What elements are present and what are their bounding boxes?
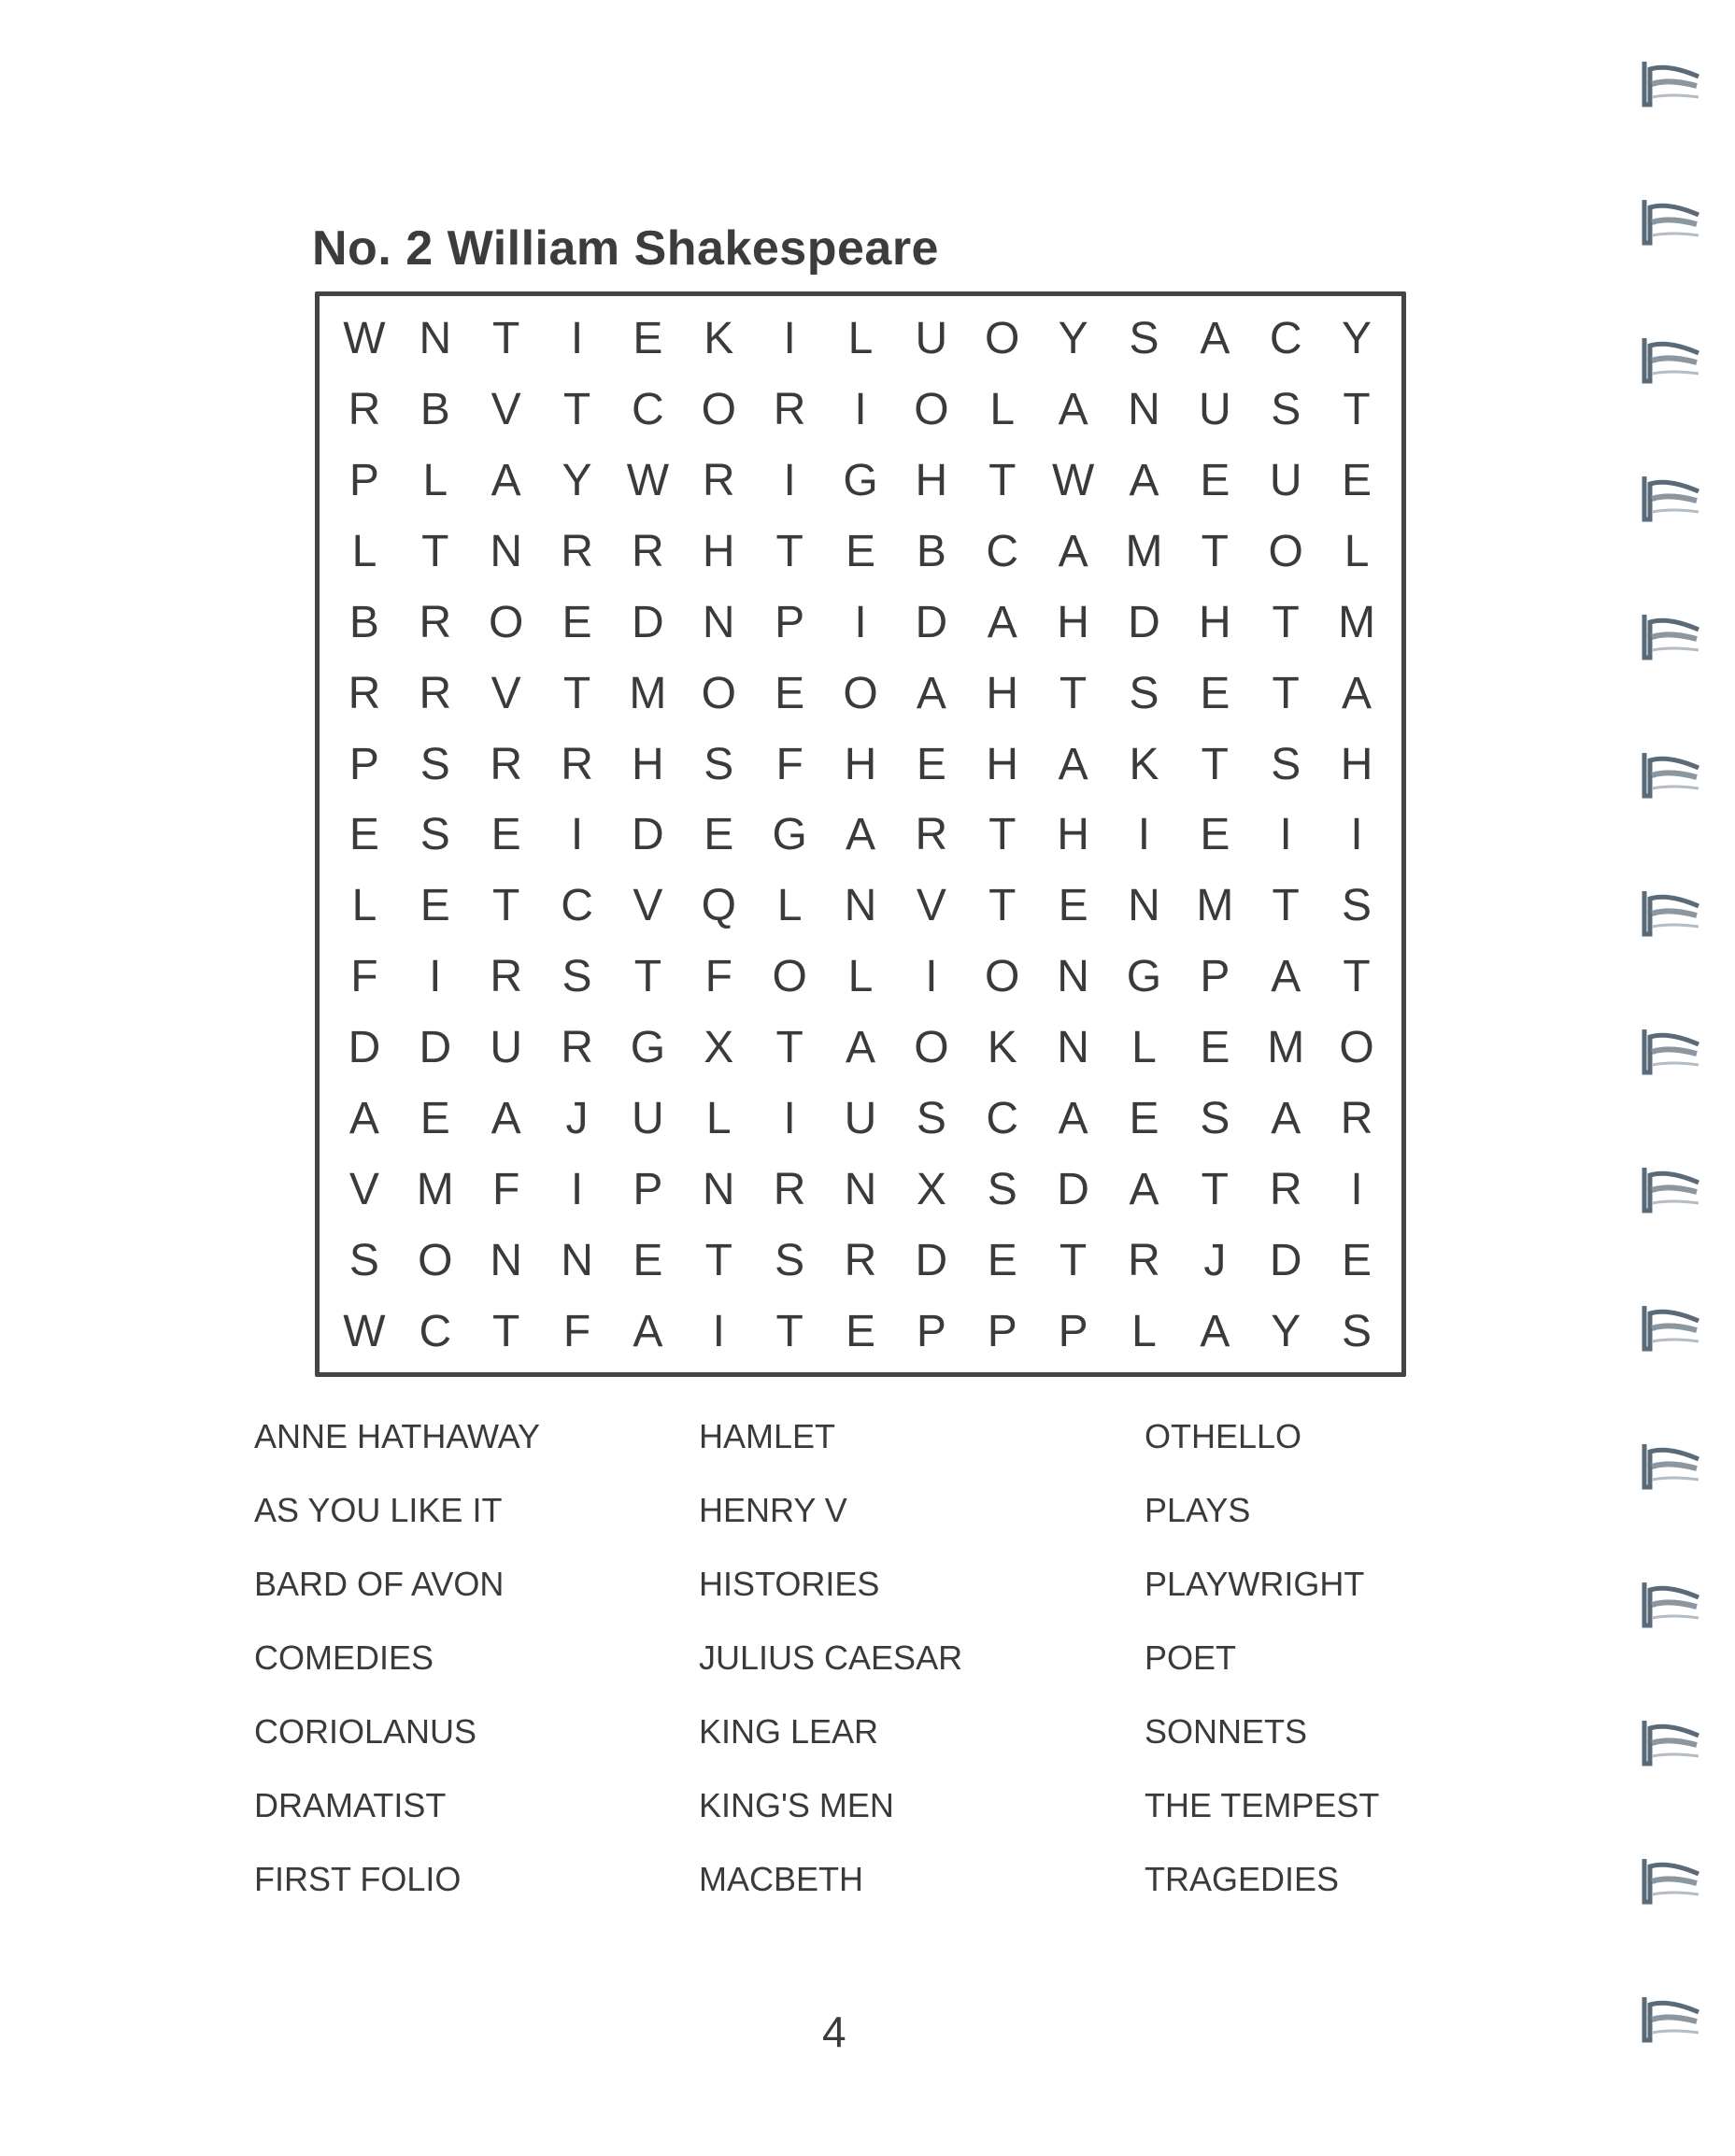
grid-letter[interactable]: E — [420, 1093, 450, 1143]
grid-letter[interactable]: U — [1198, 385, 1231, 435]
grid-letter[interactable]: X — [916, 1164, 946, 1214]
spiral-binding-ring-icon — [1641, 333, 1702, 387]
grid-letter[interactable]: D — [1269, 1235, 1302, 1285]
grid-letter[interactable]: H — [632, 739, 664, 789]
word-list-column — [699, 1411, 962, 1927]
grid-letter[interactable]: T — [704, 1235, 732, 1285]
grid-letter[interactable]: H — [844, 739, 877, 789]
grid-letter[interactable]: A — [1058, 527, 1088, 577]
grid-letter[interactable]: F — [704, 952, 732, 1002]
grid-letter[interactable]: B — [348, 597, 379, 647]
spiral-binding-ring-icon — [1641, 1853, 1702, 1908]
word-list-item: POET — [1145, 1638, 1237, 1677]
grid-letter[interactable]: S — [1342, 1306, 1372, 1356]
grid-letter[interactable]: E — [916, 739, 946, 789]
grid-letter[interactable]: I — [570, 1164, 584, 1214]
grid-letter[interactable]: N — [1057, 1023, 1089, 1073]
grid-letter[interactable]: N — [490, 527, 522, 577]
word-list-item: KING LEAR — [699, 1712, 879, 1751]
word-list-item: AS YOU LIKE IT — [254, 1491, 503, 1529]
grid-letter[interactable]: G — [1126, 952, 1162, 1002]
grid-letter[interactable]: B — [916, 527, 946, 577]
grid-letter[interactable]: P — [916, 1306, 946, 1356]
grid-letter[interactable]: T — [775, 527, 804, 577]
grid-letter[interactable]: A — [348, 1093, 379, 1143]
word-list-item: CORIOLANUS — [254, 1712, 477, 1751]
grid-letter[interactable]: D — [915, 597, 948, 647]
grid-letter[interactable]: R — [561, 1023, 593, 1073]
grid-letter[interactable]: L — [1131, 1023, 1157, 1073]
grid-letter[interactable]: E — [845, 527, 875, 577]
grid-letter[interactable]: E — [420, 881, 450, 931]
grid-letter[interactable]: T — [562, 385, 591, 435]
grid-letter[interactable]: N — [844, 1164, 877, 1214]
grid-letter[interactable]: H — [986, 739, 1019, 789]
grid-letter[interactable]: I — [925, 952, 938, 1002]
word-list-item: TRAGEDIES — [1145, 1860, 1340, 1898]
grid-letter[interactable]: W — [626, 456, 670, 506]
grid-letter[interactable]: X — [704, 1023, 734, 1073]
grid-letter[interactable]: E — [562, 597, 592, 647]
word-list-item: FIRST FOLIO — [254, 1860, 462, 1898]
grid-letter[interactable]: O — [1339, 1023, 1374, 1073]
grid-letter[interactable]: R — [1340, 1093, 1373, 1143]
grid-letter[interactable]: T — [988, 456, 1017, 506]
grid-letter[interactable]: F — [350, 952, 378, 1002]
grid-letter[interactable]: I — [783, 456, 796, 506]
grid-letter[interactable]: L — [989, 385, 1016, 435]
word-list-item: KING'S MEN — [699, 1786, 894, 1824]
grid-letter[interactable]: H — [986, 668, 1019, 718]
grid-letter[interactable]: F — [562, 1306, 591, 1356]
grid-letter[interactable]: A — [1200, 1306, 1230, 1356]
grid-letter[interactable]: D — [915, 1235, 948, 1285]
grid-letter[interactable]: E — [775, 668, 805, 718]
grid-letter[interactable]: S — [1200, 1093, 1230, 1143]
grid-letter[interactable]: J — [565, 1093, 589, 1143]
grid-letter[interactable]: O — [488, 597, 524, 647]
spiral-binding-ring-icon — [1641, 1162, 1702, 1216]
spiral-binding-ring-icon — [1641, 609, 1702, 663]
word-list-item: DRAMATIST — [254, 1786, 447, 1824]
grid-letter[interactable]: E — [1200, 1023, 1230, 1073]
grid-letter[interactable]: M — [629, 668, 667, 718]
grid-letter[interactable]: T — [1272, 597, 1300, 647]
grid-letter[interactable]: L — [351, 881, 377, 931]
grid-letter[interactable]: O — [418, 1235, 453, 1285]
grid-letter[interactable]: O — [701, 385, 736, 435]
grid-letter[interactable]: P — [348, 456, 379, 506]
grid-letter[interactable]: R — [419, 668, 452, 718]
grid-letter[interactable]: T — [1343, 952, 1371, 1002]
grid-letter[interactable]: O — [772, 952, 807, 1002]
grid-letter[interactable]: T — [491, 1306, 520, 1356]
grid-letter[interactable]: M — [1338, 597, 1376, 647]
word-list-item: PLAYS — [1145, 1491, 1251, 1529]
grid-letter[interactable]: T — [633, 952, 662, 1002]
grid-letter[interactable]: Y — [1271, 1306, 1301, 1356]
grid-letter[interactable]: Q — [701, 881, 736, 931]
grid-letter[interactable]: P — [633, 1164, 663, 1214]
grid-letter[interactable]: N — [1057, 952, 1089, 1002]
grid-letter[interactable]: G — [772, 810, 807, 860]
grid-letter[interactable]: E — [633, 314, 663, 364]
grid-letter[interactable]: I — [570, 810, 584, 860]
grid-letter[interactable]: T — [491, 881, 520, 931]
grid-letter[interactable]: T — [491, 314, 520, 364]
word-list-item: SONNETS — [1145, 1712, 1308, 1751]
grid-letter[interactable]: R — [1269, 1164, 1302, 1214]
grid-letter[interactable]: T — [988, 810, 1017, 860]
grid-letter[interactable]: S — [916, 1093, 946, 1143]
grid-letter[interactable]: S — [1271, 739, 1301, 789]
grid-letter[interactable]: M — [1267, 1023, 1305, 1073]
grid-letter[interactable]: A — [1129, 1164, 1159, 1214]
grid-letter[interactable]: P — [987, 1306, 1017, 1356]
grid-letter[interactable]: R — [844, 1235, 877, 1285]
word-list-column — [254, 1411, 540, 1927]
grid-letter[interactable]: G — [630, 1023, 666, 1073]
grid-letter[interactable]: Y — [1342, 314, 1372, 364]
grid-letter[interactable]: S — [420, 739, 450, 789]
grid-letter[interactable]: L — [351, 527, 377, 577]
grid-letter[interactable]: R — [348, 668, 381, 718]
word-list-item: HENRY V — [699, 1491, 847, 1529]
grid-letter[interactable]: I — [1350, 810, 1363, 860]
grid-letter[interactable]: R — [773, 385, 806, 435]
word-list-item: ANNE HATHAWAY — [254, 1417, 541, 1455]
grid-letter[interactable]: O — [1268, 527, 1303, 577]
grid-letter[interactable]: L — [776, 881, 803, 931]
grid-letter[interactable]: T — [1201, 527, 1229, 577]
grid-letter[interactable]: M — [1125, 527, 1163, 577]
grid-letter[interactable]: C — [419, 1306, 452, 1356]
grid-letter[interactable]: B — [420, 385, 450, 435]
grid-letter[interactable]: T — [1343, 385, 1371, 435]
grid-letter[interactable]: U — [915, 314, 948, 364]
grid-letter[interactable]: H — [1057, 597, 1089, 647]
grid-letter[interactable]: S — [1129, 668, 1159, 718]
grid-letter[interactable]: A — [987, 597, 1017, 647]
grid-letter[interactable]: J — [1203, 1235, 1227, 1285]
page-number: 4 — [822, 2007, 846, 2056]
grid-letter[interactable]: N — [702, 597, 735, 647]
grid-letter[interactable]: L — [422, 456, 448, 506]
grid-letter[interactable]: D — [632, 597, 664, 647]
grid-letter[interactable]: H — [702, 527, 735, 577]
grid-letter[interactable]: L — [1131, 1306, 1157, 1356]
grid-letter[interactable]: N — [419, 314, 452, 364]
grid-letter[interactable]: E — [491, 810, 521, 860]
grid-letter[interactable]: T — [1201, 1164, 1229, 1214]
grid-letter[interactable]: I — [854, 597, 867, 647]
grid-letter[interactable]: M — [416, 1164, 454, 1214]
grid-letter[interactable]: T — [775, 1023, 804, 1073]
grid-letter[interactable]: Y — [562, 456, 592, 506]
grid-letter[interactable]: L — [847, 952, 874, 1002]
spiral-binding-ring-icon — [1641, 1715, 1702, 1769]
grid-letter[interactable]: A — [1058, 385, 1088, 435]
grid-letter[interactable]: D — [419, 1023, 452, 1073]
grid-letter[interactable]: D — [1128, 597, 1160, 647]
grid-letter[interactable]: W — [343, 1306, 386, 1356]
grid-letter[interactable]: R — [490, 739, 522, 789]
grid-letter[interactable]: S — [704, 739, 734, 789]
grid-letter[interactable]: S — [348, 1235, 379, 1285]
grid-letter[interactable]: H — [1198, 597, 1231, 647]
grid-letter[interactable]: E — [1129, 1093, 1159, 1143]
grid-letter[interactable]: E — [348, 810, 379, 860]
grid-letter[interactable]: E — [987, 1235, 1017, 1285]
grid-letter[interactable]: S — [775, 1235, 805, 1285]
grid-letter[interactable]: P — [348, 739, 379, 789]
grid-letter[interactable]: T — [1059, 1235, 1088, 1285]
word-list-item: PLAYWRIGHT — [1145, 1565, 1365, 1603]
grid-letter[interactable]: I — [712, 1306, 725, 1356]
grid-letter[interactable]: D — [632, 810, 664, 860]
grid-letter[interactable]: I — [1279, 810, 1292, 860]
grid-letter[interactable]: L — [705, 1093, 732, 1143]
word-search-grid — [315, 291, 1406, 1377]
grid-letter[interactable]: R — [702, 456, 735, 506]
grid-letter[interactable]: A — [845, 1023, 875, 1073]
grid-letter[interactable]: R — [1128, 1235, 1160, 1285]
word-list-item: THE TEMPEST — [1145, 1786, 1380, 1824]
word-list-item: OTHELLO — [1145, 1417, 1302, 1455]
grid-letter[interactable]: U — [632, 1093, 664, 1143]
grid-letter[interactable]: P — [1058, 1306, 1088, 1356]
grid-letter[interactable]: Y — [1058, 314, 1088, 364]
grid-letter[interactable]: I — [1137, 810, 1151, 860]
grid-letter[interactable]: V — [633, 881, 663, 931]
grid-letter[interactable]: O — [985, 314, 1020, 364]
grid-letter[interactable]: U — [844, 1093, 877, 1143]
grid-letter[interactable]: V — [348, 1164, 379, 1214]
spiral-binding-ring-icon — [1641, 194, 1702, 248]
grid-letter[interactable]: M — [1196, 881, 1234, 931]
grid-letter[interactable]: K — [704, 314, 734, 364]
word-list-item: BARD OF AVON — [254, 1565, 505, 1603]
grid-letter[interactable]: V — [916, 881, 946, 931]
grid-letter[interactable]: O — [914, 385, 949, 435]
grid-letter[interactable]: A — [1129, 456, 1159, 506]
grid-letter[interactable]: I — [570, 314, 584, 364]
grid-letter[interactable]: N — [490, 1235, 522, 1285]
grid-letter[interactable]: F — [775, 739, 804, 789]
grid-letter[interactable]: L — [1344, 527, 1370, 577]
grid-letter[interactable]: S — [1342, 881, 1372, 931]
grid-letter[interactable]: N — [844, 881, 877, 931]
grid-letter[interactable]: R — [773, 1164, 806, 1214]
grid-letter[interactable]: N — [702, 1164, 735, 1214]
grid-letter[interactable]: C — [986, 1093, 1019, 1143]
grid-letter[interactable]: A — [491, 456, 521, 506]
grid-letter[interactable]: A — [845, 810, 875, 860]
grid-letter[interactable]: V — [491, 668, 521, 718]
spiral-binding — [1624, 56, 1735, 2036]
spiral-binding-ring-icon — [1641, 471, 1702, 525]
grid-letter[interactable]: A — [1058, 1093, 1088, 1143]
spiral-binding-ring-icon — [1641, 1439, 1702, 1493]
grid-letter[interactable]: T — [1272, 881, 1300, 931]
grid-letter[interactable]: R — [561, 739, 593, 789]
spiral-binding-ring-icon — [1641, 1300, 1702, 1355]
grid-letter[interactable]: U — [490, 1023, 522, 1073]
grid-letter[interactable]: O — [843, 668, 878, 718]
grid-letter[interactable]: A — [916, 668, 946, 718]
grid-letter[interactable]: E — [1200, 668, 1230, 718]
grid-letter[interactable]: N — [1128, 385, 1160, 435]
grid-letter[interactable]: C — [1269, 314, 1302, 364]
grid-letter[interactable]: T — [1272, 668, 1300, 718]
word-list-column — [1145, 1411, 1379, 1927]
word-list-item: MACBETH — [699, 1860, 864, 1898]
grid-letter[interactable]: S — [420, 810, 450, 860]
grid-letter[interactable]: I — [429, 952, 442, 1002]
spiral-binding-ring-icon — [1641, 1024, 1702, 1078]
grid-letter[interactable]: O — [985, 952, 1020, 1002]
grid-letter[interactable]: N — [561, 1235, 593, 1285]
grid-letter[interactable]: S — [562, 952, 592, 1002]
grid-letter[interactable]: A — [1271, 952, 1301, 1002]
grid-letter[interactable]: W — [1051, 456, 1095, 506]
grid-letter[interactable]: I — [854, 385, 867, 435]
grid-letter[interactable]: D — [348, 1023, 381, 1073]
grid-letter[interactable]: T — [562, 668, 591, 718]
grid-letter[interactable]: E — [1342, 456, 1372, 506]
grid-letter[interactable]: T — [988, 881, 1017, 931]
grid-letter[interactable]: A — [1058, 739, 1088, 789]
spiral-binding-ring-icon — [1641, 1577, 1702, 1631]
grid-letter[interactable]: A — [1342, 668, 1372, 718]
grid-letter[interactable]: L — [847, 314, 874, 364]
grid-letter[interactable]: A — [491, 1093, 521, 1143]
puzzle-title: No. 2 William Shakespeare — [312, 221, 939, 276]
grid-letter[interactable]: E — [633, 1235, 663, 1285]
grid-letter[interactable]: H — [1340, 739, 1373, 789]
grid-letter[interactable]: C — [986, 527, 1019, 577]
spiral-binding-ring-icon — [1641, 56, 1702, 110]
grid-letter[interactable]: K — [1129, 739, 1159, 789]
grid-letter[interactable]: R — [419, 597, 452, 647]
grid-letter[interactable]: C — [632, 385, 664, 435]
word-list-item: HAMLET — [699, 1417, 836, 1455]
grid-letter[interactable]: I — [783, 314, 796, 364]
word-list-item: HISTORIES — [699, 1565, 880, 1603]
grid-letter[interactable]: H — [1057, 810, 1089, 860]
grid-letter[interactable]: S — [1129, 314, 1159, 364]
grid-letter[interactable]: A — [1200, 314, 1230, 364]
word-list-item: JULIUS CAESAR — [699, 1638, 963, 1677]
grid-letter[interactable]: S — [1271, 385, 1301, 435]
grid-letter[interactable]: T — [1059, 668, 1088, 718]
grid-letter[interactable]: T — [775, 1306, 804, 1356]
grid-letter[interactable]: E — [1200, 456, 1230, 506]
grid-letter[interactable]: S — [987, 1164, 1017, 1214]
grid-letter[interactable]: H — [915, 456, 948, 506]
grid-letter[interactable]: P — [775, 597, 805, 647]
grid-letter[interactable]: N — [1128, 881, 1160, 931]
grid-letter[interactable]: U — [1269, 456, 1302, 506]
grid-letter[interactable]: R — [348, 385, 381, 435]
spiral-binding-ring-icon — [1641, 747, 1702, 801]
grid-letter[interactable]: A — [633, 1306, 663, 1356]
spiral-binding-ring-icon — [1641, 1992, 1702, 2046]
grid-letter[interactable]: W — [343, 314, 386, 364]
grid-letter[interactable]: E — [704, 810, 734, 860]
grid-letter[interactable]: R — [561, 527, 593, 577]
grid-letter[interactable]: F — [491, 1164, 520, 1214]
grid-letter[interactable]: P — [1200, 952, 1230, 1002]
grid-letter[interactable]: E — [1058, 881, 1088, 931]
grid-letter[interactable]: E — [1200, 810, 1230, 860]
grid-letter[interactable]: K — [987, 1023, 1017, 1073]
spiral-binding-ring-icon — [1641, 886, 1702, 940]
grid-letter[interactable]: V — [491, 385, 521, 435]
grid-letter[interactable]: O — [701, 668, 736, 718]
grid-letter[interactable]: E — [845, 1306, 875, 1356]
grid-letter[interactable]: I — [783, 1093, 796, 1143]
grid-letter[interactable]: T — [1201, 739, 1229, 789]
grid-letter[interactable]: O — [914, 1023, 949, 1073]
grid-letter[interactable]: E — [1342, 1235, 1372, 1285]
grid-letter[interactable]: C — [561, 881, 593, 931]
word-list-item: COMEDIES — [254, 1638, 434, 1677]
grid-letter[interactable]: A — [1271, 1093, 1301, 1143]
grid-letter[interactable]: R — [915, 810, 948, 860]
grid-letter[interactable]: R — [632, 527, 664, 577]
grid-letter[interactable]: T — [421, 527, 449, 577]
grid-letter[interactable]: D — [1057, 1164, 1089, 1214]
grid-letter[interactable]: I — [1350, 1164, 1363, 1214]
grid-letter[interactable]: R — [490, 952, 522, 1002]
grid-letter[interactable]: G — [843, 456, 878, 506]
